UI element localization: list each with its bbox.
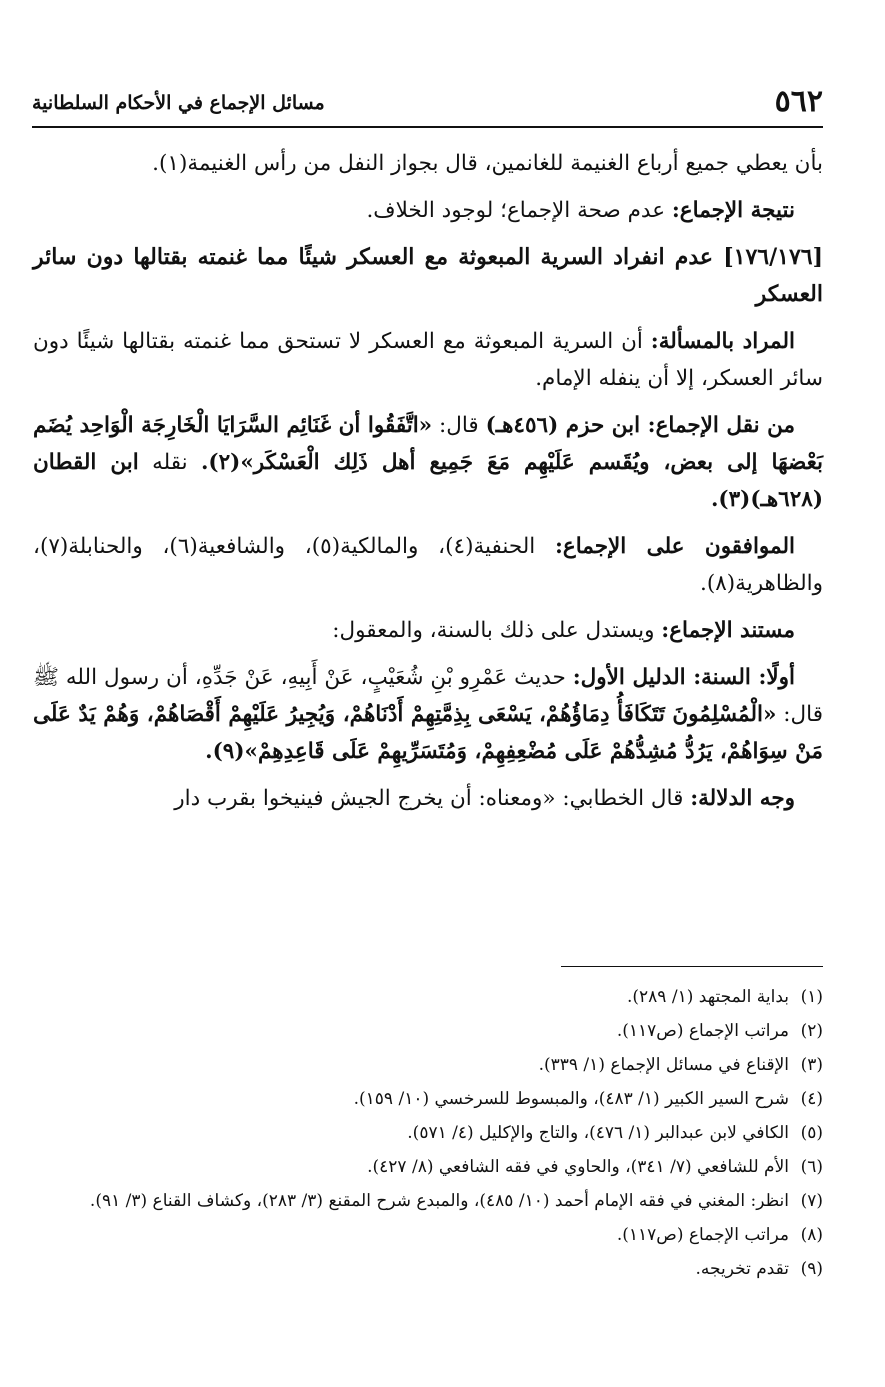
- footnote-number: (٤): [800, 1089, 823, 1109]
- indication-text: قال الخطابي: «ومعناه: أن يخرج الجيش فينيخوا بقرب دار: [174, 786, 691, 811]
- evidence-text: حديث عَمْرِو بْنِ شُعَيْبٍ، عَنْ أَبِيهِ، عَنْ جَدِّهِ، أن رسول الله ﷺ قال:: [33, 665, 823, 727]
- meaning-text: أن السرية المبعوثة مع العسكر لا تستحق مما غنمته بقتالها شيئًا دون سائر العسكر، إلا أن ينفله الإمام.: [33, 329, 823, 391]
- footnote-divider: [561, 966, 823, 967]
- running-title: مسائل الإجماع في الأحكام السلطانية: [32, 92, 325, 114]
- hadith-quote: «الْمُسْلِمُونَ تَتَكَافَأُ دِمَاؤُهُمْ، يَسْعَى بِذِمَّتِهِمْ أَدْنَاهُمْ، وَيُجِيرُ عَلَيْهِمْ أَقْصَاهُمْ، وَهُمْ يَدٌ عَلَى مَنْ سِوَاهُمْ، يَرُدُّ مُشِدُّهُمْ عَلَى مُضْعِفِهِمْ، وَمُتَسَرِّيهِمْ عَلَى قَاعِدِهِمْ»(٩).: [33, 702, 823, 764]
- page-number: ٥٦٢: [774, 84, 823, 119]
- footnote-text: شرح السير الكبير (١/ ٤٨٣)، والمبسوط للسرخسي (١٠/ ١٥٩).: [353, 1089, 789, 1109]
- result-text: عدم صحة الإجماع؛ لوجود الخلاف.: [366, 198, 672, 223]
- transmitters-label: من نقل الإجماع: ابن حزم (٤٥٦هـ): [485, 413, 795, 438]
- footnote: [33, 1152, 823, 1182]
- paragraph-indication: [33, 780, 823, 817]
- footnote-number: (٢): [800, 1021, 823, 1041]
- indication-label: وجه الدلالة:: [690, 786, 795, 811]
- footnote-number: (٦): [800, 1157, 823, 1177]
- footnote: [33, 1254, 823, 1284]
- meaning-label: المراد بالمسألة:: [650, 329, 796, 354]
- footnote-text: الكافي لابن عبدالبر (١/ ٤٧٦)، والتاج والإكليل (٤/ ٥٧١).: [407, 1123, 789, 1143]
- paragraph-transmitters: [33, 407, 823, 518]
- basis-label: مستند الإجماع:: [661, 618, 795, 643]
- transmitters-text-2: نقله: [138, 450, 201, 475]
- page-header: [32, 82, 823, 128]
- ibn-hazm-quote: «اتَّفَقُوا أن غَنَائِم السَّرَايَا الْخَارِجَة الْوَاحِد يُضَم بَعْضهَا إلى بعض، ويُقَسم عَلَيْهِم مَعَ جَمِيع أهل ذَلِك الْعَسْكَر»(٢).: [33, 413, 823, 475]
- result-label: نتيجة الإجماع:: [671, 198, 795, 223]
- footnote-number: (٧): [800, 1191, 823, 1211]
- footnotes: [33, 982, 823, 1288]
- main-text: [33, 145, 823, 827]
- paragraph-meaning: [33, 323, 823, 397]
- footnote-text: مراتب الإجماع (ص١١٧).: [616, 1225, 789, 1245]
- footnote: [33, 1050, 823, 1080]
- footnote: [33, 982, 823, 1012]
- footnote-text: بداية المجتهد (١/ ٢٨٩).: [627, 987, 789, 1007]
- ibn-qattan-label: ابن القطان (٦٢٨هـ)(٣).: [33, 450, 823, 512]
- footnote-number: (١): [800, 987, 823, 1007]
- paragraph-continuation: بأن يعطي جميع أرباع الغنيمة للغانمين، قال بجواز النفل من رأس الغنيمة(١).: [152, 151, 823, 176]
- basis-text: ويستدل على ذلك بالسنة، والمعقول:: [332, 618, 662, 643]
- footnote-text: الأم للشافعي (٧/ ٣٤١)، والحاوي في فقه الشافعي (٨/ ٤٢٧).: [367, 1157, 789, 1177]
- footnote: [33, 1084, 823, 1114]
- footnote: [33, 1186, 823, 1216]
- footnote: [33, 1220, 823, 1250]
- footnote-text: تقدم تخريجه.: [695, 1259, 789, 1279]
- footnote: [33, 1118, 823, 1148]
- footnote: [33, 1016, 823, 1046]
- paragraph-basis: [33, 612, 823, 649]
- footnote-text: مراتب الإجماع (ص١١٧).: [616, 1021, 789, 1041]
- issue-heading: [١٧٦/١٧٦] عدم انفراد السرية المبعوثة مع العسكر شيئًا مما غنمته بقتالها دون سائر العسكر: [33, 244, 823, 307]
- footnote-number: (٥): [800, 1123, 823, 1143]
- footnote-number: (٩): [800, 1259, 823, 1279]
- footnote-text: الإقناع في مسائل الإجماع (١/ ٣٣٩).: [538, 1055, 789, 1075]
- footnote-text: انظر: المغني في فقه الإمام أحمد (١٠/ ٤٨٥)، والمبدع شرح المقنع (٣/ ٢٨٣)، وكشاف القناع (٣/ ٩١).: [89, 1191, 789, 1211]
- paragraph-result: [33, 192, 823, 229]
- agreeing-text: الحنفية(٤)، والمالكية(٥)، والشافعية(٦)، والحنابلة(٧)، والظاهرية(٨).: [33, 534, 823, 596]
- transmitters-text: قال:: [432, 413, 486, 438]
- footnote-number: (٣): [800, 1055, 823, 1075]
- footnote-number: (٨): [800, 1225, 823, 1245]
- paragraph-agreeing: [33, 528, 823, 602]
- paragraph-evidence: [33, 659, 823, 770]
- evidence-label: أولًا: السنة: الدليل الأول:: [572, 665, 795, 690]
- agreeing-label: الموافقون على الإجماع:: [554, 534, 795, 559]
